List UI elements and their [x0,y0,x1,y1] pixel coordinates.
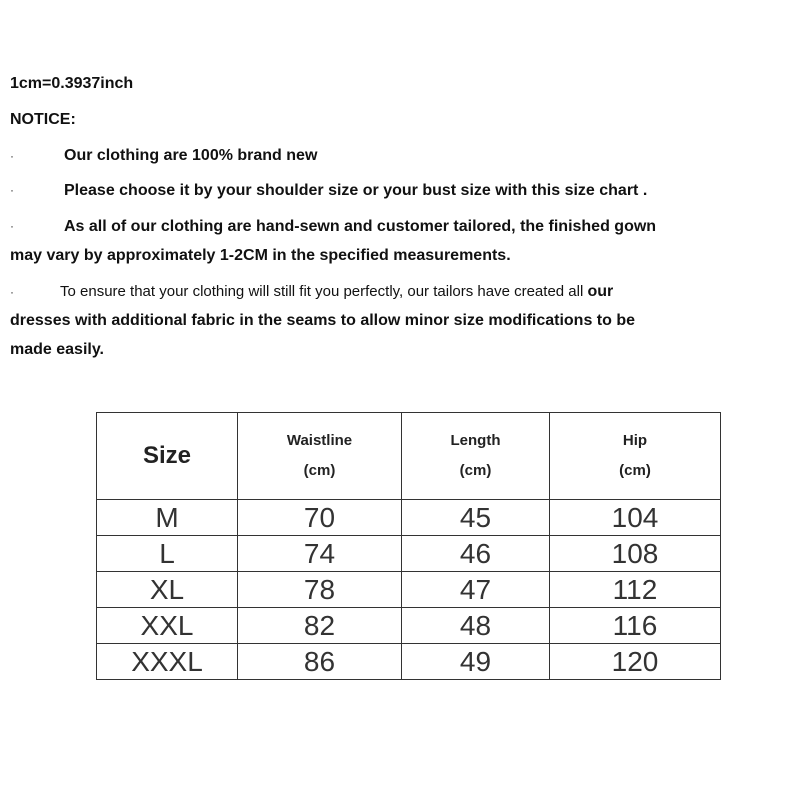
notice-label: NOTICE: [10,111,76,128]
notice-item-4-emphasis: our [587,283,614,300]
header-length [402,413,550,500]
notice-item-4-line-1 [60,284,613,300]
size-chart-table [96,412,721,680]
notice-item-4-line-2: dresses with additional fabric in the seams to allow minor size modifications to be [10,312,636,329]
cell-hip: 120 [550,644,721,680]
table-row [97,536,721,572]
cell-hip: 104 [550,500,721,536]
table-row [97,608,721,644]
cell-hip: 112 [550,572,721,608]
table-header-row [97,413,721,500]
cell-waistline: 86 [238,644,402,680]
cell-waistline: 78 [238,572,402,608]
header-hip-label: Hip [622,432,648,449]
bullet-2: · [10,183,14,197]
table-row [97,572,721,608]
cell-length: 46 [402,536,550,572]
header-size: Size [97,413,238,500]
cell-waistline: 70 [238,500,402,536]
cell-size: L [97,536,238,572]
table-row [97,500,721,536]
header-hip [550,413,721,500]
header-hip-unit: (cm) [619,462,651,479]
header-waistline-unit: (cm) [303,462,336,479]
table-row [97,644,721,680]
notice-item-3-line-1: As all of our clothing are hand-sewn and customer tailored, the finished gown [64,218,657,235]
notice-item-4-text: To ensure that your clothing will still fit you perfectly, our tailors have created all [60,283,584,300]
cell-size: XXXL [97,644,238,680]
notice-item-2: Please choose it by your shoulder size or your bust size with this size chart . [64,182,648,199]
cell-hip: 116 [550,608,721,644]
cell-length: 47 [402,572,550,608]
bullet-4: · [10,285,14,299]
header-length-unit: (cm) [459,462,492,479]
header-waistline [238,413,402,500]
cell-length: 48 [402,608,550,644]
notice-item-3-line-2: may vary by approximately 1-2CM in the specified measurements. [10,247,511,264]
cell-hip: 108 [550,536,721,572]
notice-item-1: Our clothing are 100% brand new [64,147,318,164]
cell-waistline: 74 [238,536,402,572]
cell-size: XXL [97,608,238,644]
cell-length: 45 [402,500,550,536]
cell-length: 49 [402,644,550,680]
bullet-1: · [10,149,14,163]
cell-size: M [97,500,238,536]
header-waistline-label: Waistline [286,432,353,449]
header-length-label: Length [450,432,501,449]
notice-item-4-line-3: made easily. [10,341,104,358]
cell-waistline: 82 [238,608,402,644]
unit-conversion: 1cm=0.3937inch [10,75,134,92]
bullet-3: · [10,219,14,233]
cell-size: XL [97,572,238,608]
